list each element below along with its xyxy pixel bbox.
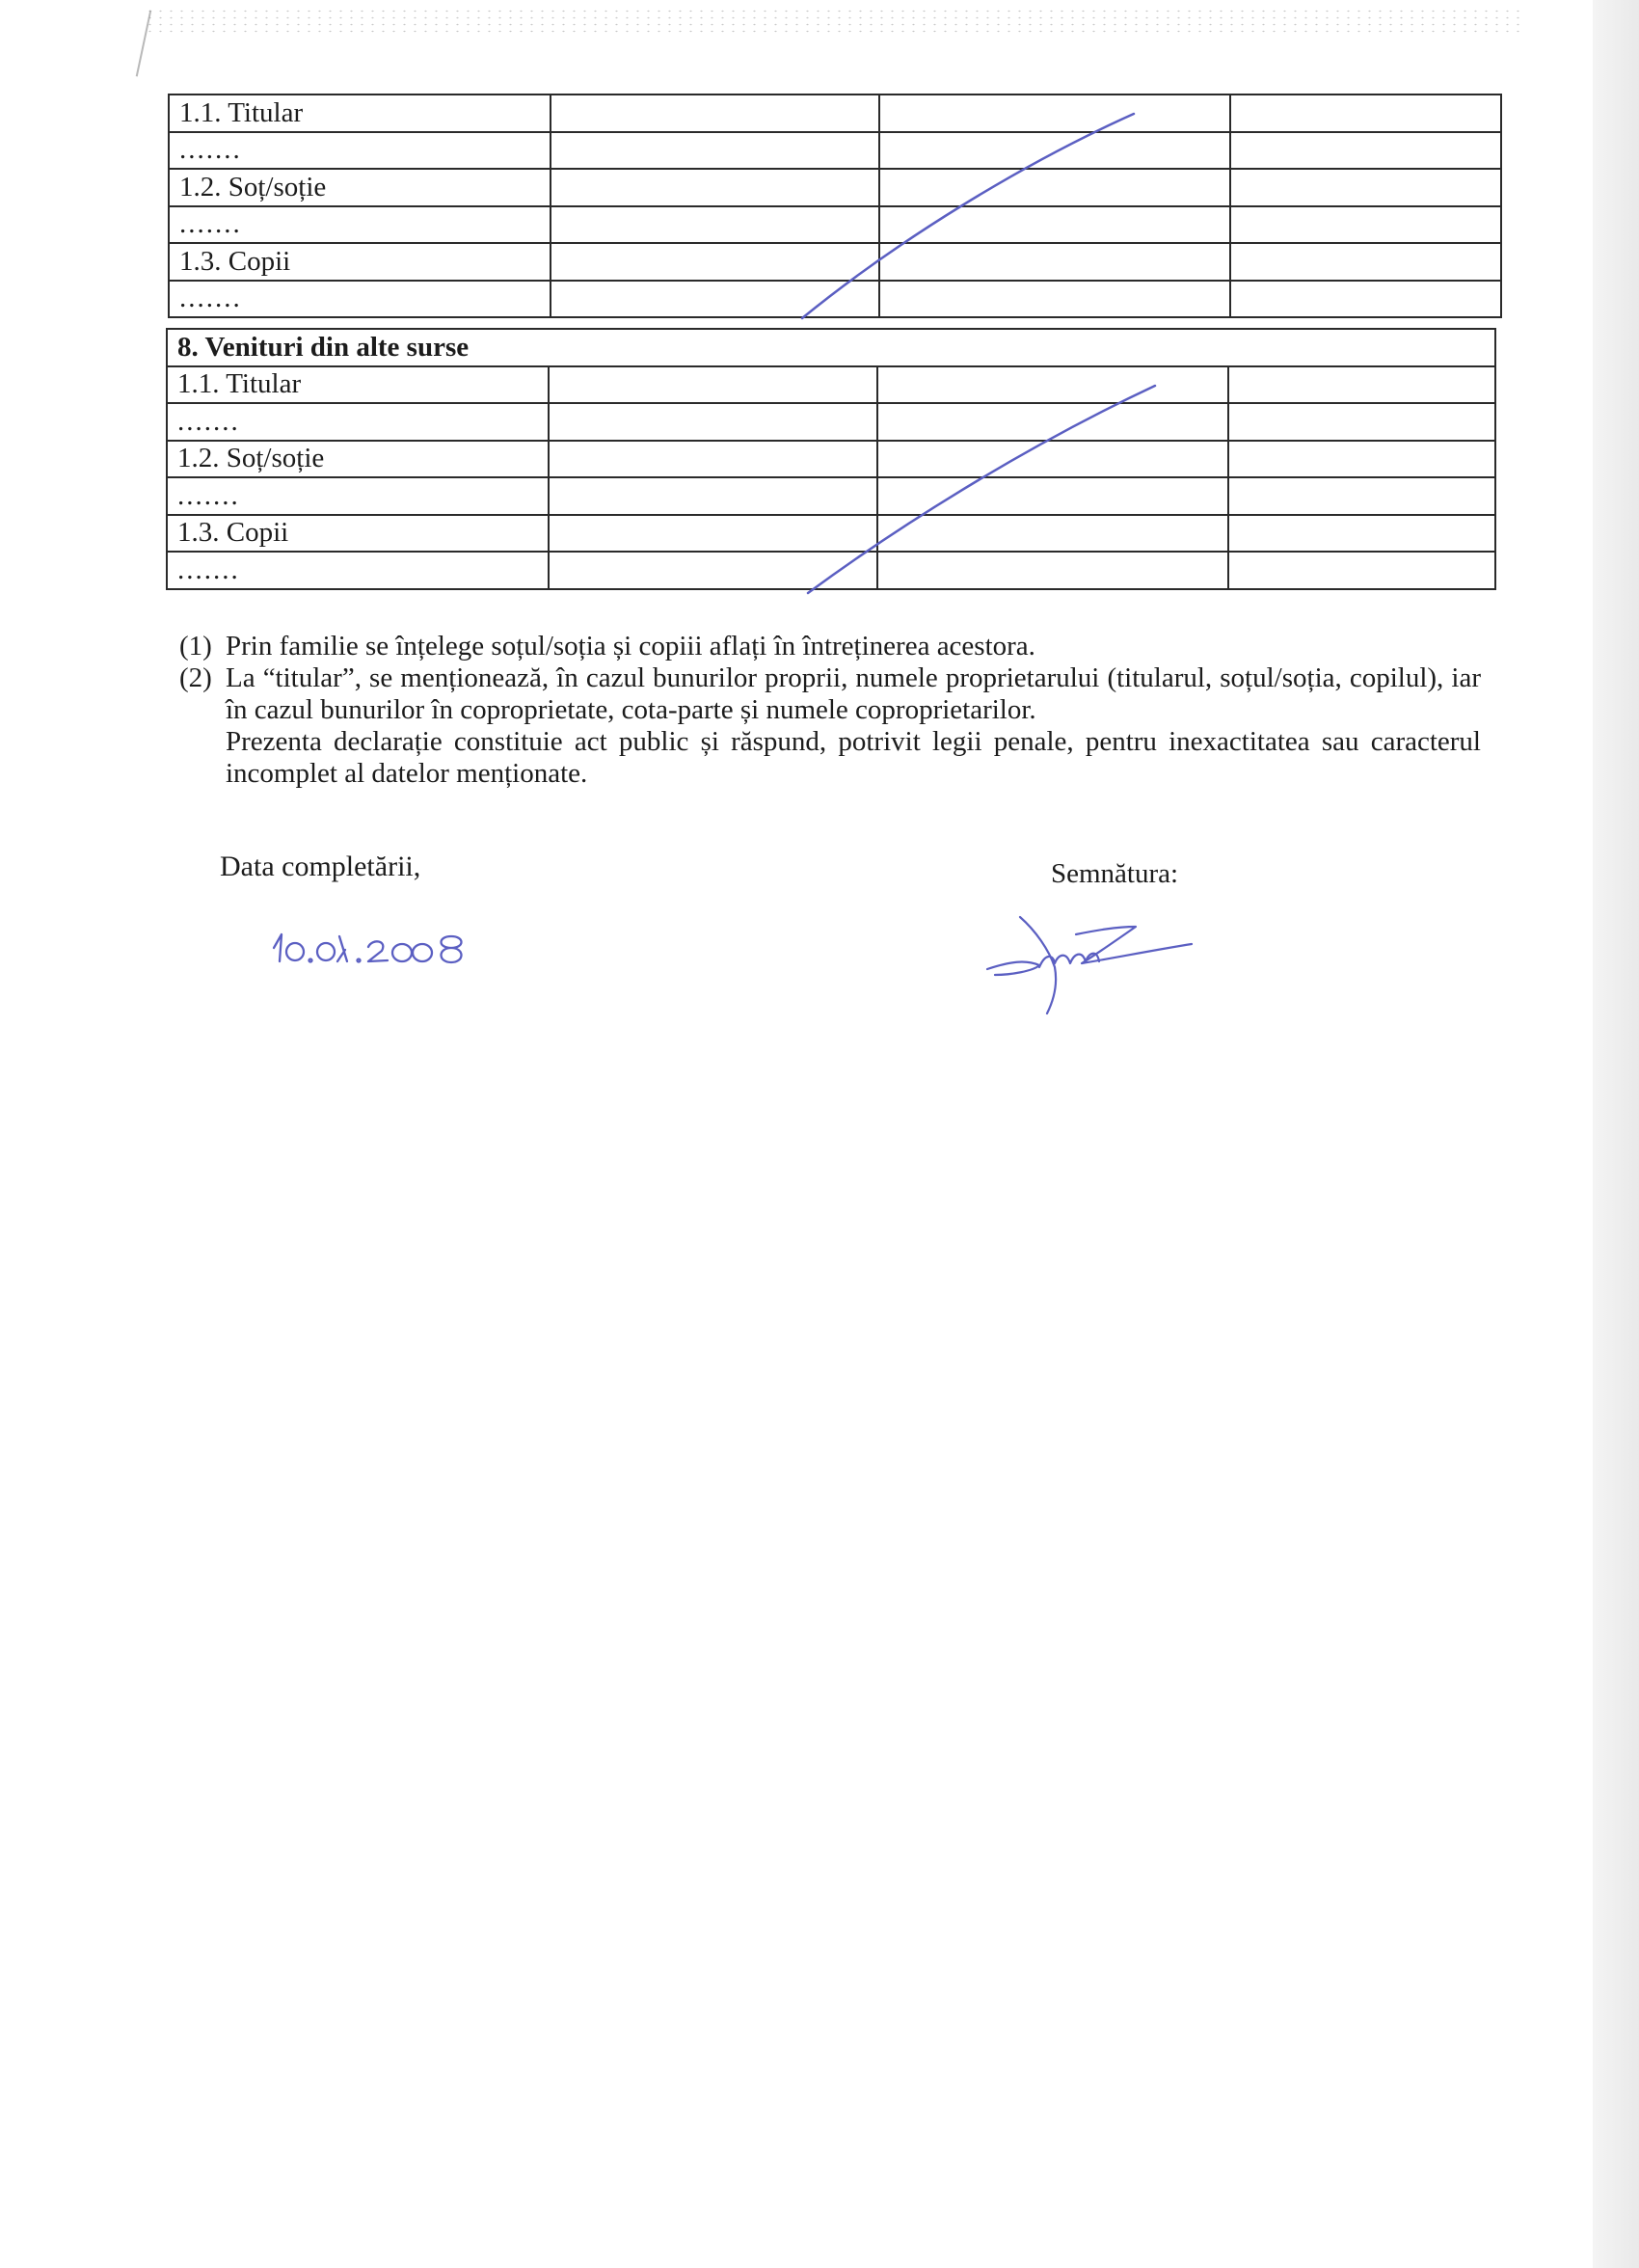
section-header-row: [167, 329, 1495, 366]
row-label: 1.1. Titular: [167, 366, 549, 404]
legal-statement: [179, 726, 1481, 790]
row-label: .......: [167, 477, 549, 515]
handwritten-date: [268, 921, 519, 969]
footnote-number: (1): [179, 631, 212, 662]
table-row: [167, 477, 1495, 515]
row-label: .......: [169, 206, 551, 244]
table-row: [167, 441, 1495, 478]
statement-text: Prezenta declarație constituie act public și răspund, potrivit legii penale, pentru inexactitatea sau caracterul incomplet al datelor menționate.: [226, 726, 1481, 789]
row-label: 1.3. Copii: [167, 515, 549, 553]
handwritten-signature: [981, 911, 1203, 1017]
income-table-continued: [168, 94, 1502, 318]
scan-noise: [145, 8, 1523, 37]
row-label: 1.1. Titular: [169, 94, 551, 132]
table-row: [169, 132, 1501, 170]
footnote-number: (2): [179, 662, 212, 693]
table-row: [167, 403, 1495, 441]
scan-edge: [1593, 0, 1639, 2268]
table-row: [167, 515, 1495, 553]
table-row: [169, 169, 1501, 206]
row-label: .......: [167, 403, 549, 441]
row-label: 1.2. Soț/soție: [169, 169, 551, 206]
table-row: [169, 206, 1501, 244]
section-title: 8. Venituri din alte surse: [167, 329, 1495, 366]
row-label: 1.2. Soț/soție: [167, 441, 549, 478]
footnote-text: Prin familie se înțelege soțul/soția și copiii aflați în întreținerea acestora.: [226, 631, 1035, 662]
row-label: .......: [167, 552, 549, 589]
table-row: [167, 552, 1495, 589]
other-income-table: [166, 328, 1496, 590]
footnotes: [179, 631, 1481, 790]
footnote-2: [179, 662, 1481, 726]
scan-mark: [136, 11, 152, 77]
table-row: [169, 94, 1501, 132]
signature-label: Semnătura:: [1051, 858, 1179, 889]
footnote-1: [179, 631, 1481, 662]
footnote-text: La “titular”, se menționează, în cazul bunurilor proprii, numele proprietarului (titularul, soțul/soția, copilul), iar în cazul bunurilor în coproprietate, cota-parte și numele coproprietarilor.: [226, 662, 1481, 725]
row-label: .......: [169, 281, 551, 318]
table-row: [167, 366, 1495, 404]
table-row: [169, 281, 1501, 318]
row-label: 1.3. Copii: [169, 243, 551, 281]
date-label: Data completării,: [220, 850, 421, 882]
row-label: .......: [169, 132, 551, 170]
table-row: [169, 243, 1501, 281]
